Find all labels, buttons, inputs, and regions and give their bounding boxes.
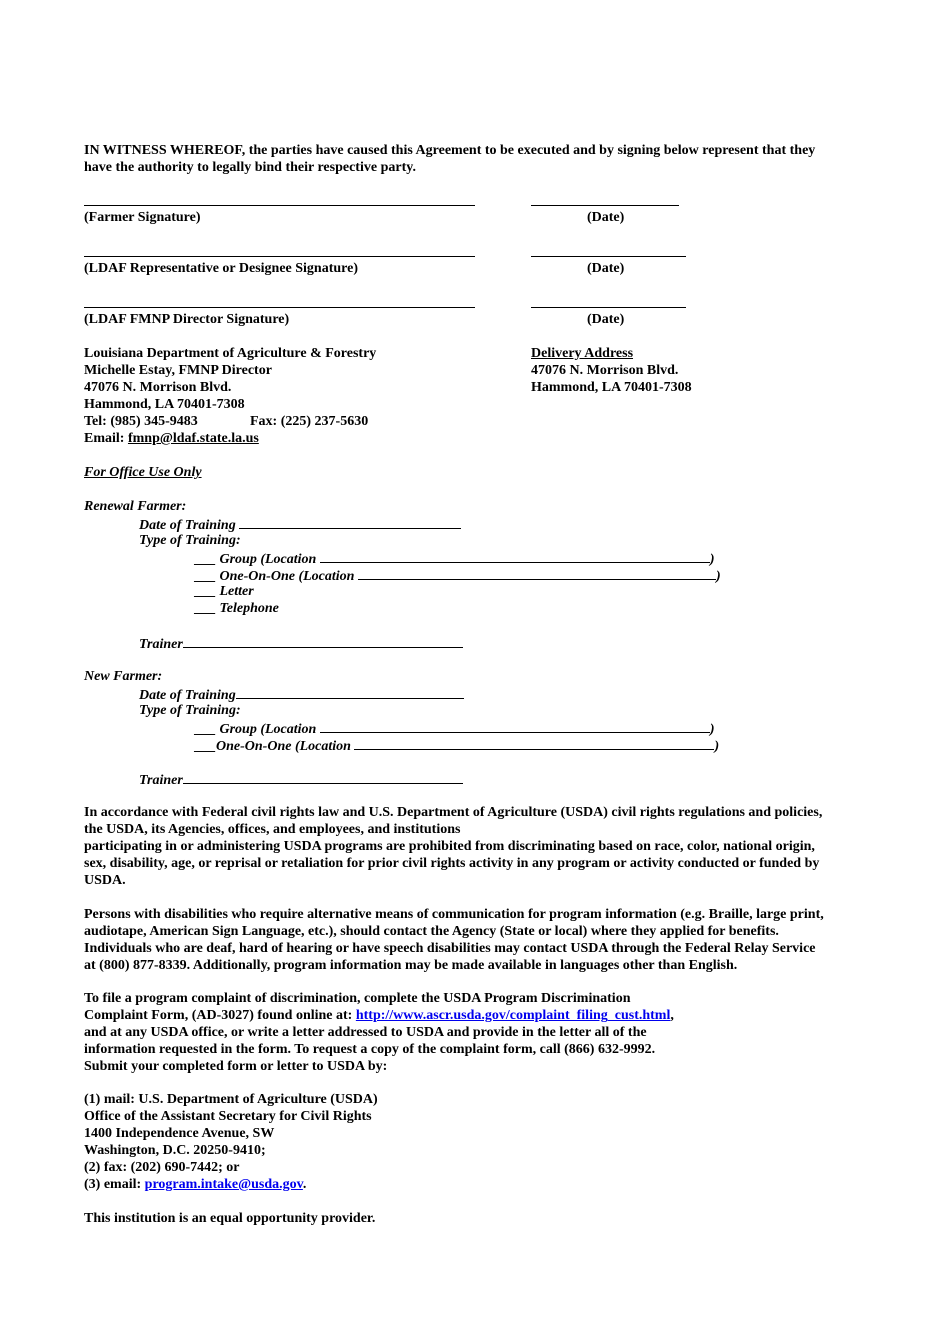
cr-p1-line-1: In accordance with Federal civil rights law and U.S. Department of Agriculture (USDA) civil rights regulations and policies, <box>84 805 823 820</box>
renewal-date-field[interactable] <box>239 515 461 529</box>
civil-rights-paragraph-1 <box>84 804 874 889</box>
witness-statement <box>84 142 874 176</box>
fmnp-director-signature-label: (LDAF FMNP Director Signature) <box>84 312 290 327</box>
contact-org: Louisiana Department of Agriculture & Forestry <box>84 346 377 361</box>
delivery-heading: Delivery Address <box>531 346 634 361</box>
contact-email-row <box>84 430 259 447</box>
cr-p1-line-2: the USDA, its Agencies, offices, and employees, and institutions <box>84 822 461 837</box>
mail-line-6 <box>84 1176 874 1193</box>
renewal-trainer-field[interactable] <box>183 634 463 648</box>
renewal-type-label: Type of Training: <box>139 533 241 548</box>
new-date-field[interactable] <box>236 685 464 699</box>
mail-line-4: Washington, D.C. 20250-9410; <box>84 1143 266 1158</box>
fmnp-director-date-line[interactable] <box>531 307 686 308</box>
ldaf-rep-date-line[interactable] <box>531 256 686 257</box>
civil-rights-paragraph-3 <box>84 990 874 1075</box>
cr-p3-line-5: Submit your completed form or letter to USDA by: <box>84 1059 388 1074</box>
ldaf-rep-date-label: (Date) <box>587 261 625 276</box>
new-trainer-label: Trainer <box>139 773 183 788</box>
renewal-group-location-field[interactable] <box>320 549 710 563</box>
cr-p2-line-4: at (800) 877-8339. Additionally, program information may be made available in languages other than English. <box>84 958 738 973</box>
new-trainer-field[interactable] <box>183 770 463 784</box>
new-group-location-field[interactable] <box>320 719 710 733</box>
delivery-city: Hammond, LA 70401-7308 <box>531 380 692 395</box>
new-group-label[interactable]: ___ Group (Location <box>195 722 320 737</box>
email-post: . <box>302 1177 307 1192</box>
renewal-farmer-title: Renewal Farmer: <box>84 499 187 514</box>
civil-rights-mail-block <box>84 1091 874 1193</box>
cr-p2-line-1: Persons with disabilities who require alternative means of communication for program information (e.g. Braille, large print, <box>84 907 824 922</box>
contact-city: Hammond, LA 70401-7308 <box>84 397 245 412</box>
cr-p3-line-2-pre: Complaint Form, (AD-3027) found online at: <box>84 1008 356 1023</box>
fmnp-director-signature-line[interactable] <box>84 307 475 308</box>
cr-p3-line-3: and at any USDA office, or write a letter addressed to USDA and provide in the letter all of the <box>84 1025 647 1040</box>
new-farmer-title: New Farmer: <box>84 669 163 684</box>
fmnp-director-date-label: (Date) <box>587 312 625 327</box>
mail-line-5: (2) fax: (202) 690-7442; or <box>84 1160 240 1175</box>
new-one-on-one-close: ) <box>714 739 720 754</box>
civil-rights-paragraph-2 <box>84 906 874 974</box>
cr-p3-line-2-post: , <box>670 1008 674 1023</box>
program-intake-email-link[interactable]: program.intake@usda.gov <box>144 1177 303 1192</box>
ldaf-rep-signature-line[interactable] <box>84 256 475 257</box>
complaint-form-link[interactable]: http://www.ascr.usda.gov/complaint_filing_cust.html <box>355 1008 671 1023</box>
new-one-on-one-location-field[interactable] <box>354 736 714 750</box>
contact-street: 47076 N. Morrison Blvd. <box>84 380 232 395</box>
renewal-trainer-label: Trainer <box>139 637 183 652</box>
contact-email-link[interactable]: fmnp@ldaf.state.la.us <box>127 431 259 446</box>
new-group-close: ) <box>709 722 715 737</box>
farmer-date-label: (Date) <box>587 210 625 225</box>
new-trainer-row <box>139 770 463 789</box>
office-use-heading: For Office Use Only <box>84 465 202 480</box>
delivery-street: 47076 N. Morrison Blvd. <box>531 363 679 378</box>
renewal-trainer-row <box>139 634 463 653</box>
cr-p3-line-2 <box>84 1007 874 1024</box>
renewal-one-on-one-location-field[interactable] <box>358 566 716 580</box>
renewal-telephone-option[interactable]: ___ Telephone <box>195 601 279 616</box>
cr-p2-line-2: audiotape, American Sign Language, etc.), should contact the Agency (State or local) where they applied for benefits. <box>84 924 779 939</box>
cr-p2-line-3: Individuals who are deaf, hard of hearing or have speech disabilities may contact USDA through the Federal Relay Service <box>84 941 816 956</box>
contact-tel: Tel: (985) 345-9483 <box>84 414 198 429</box>
contact-fax: Fax: (225) 237-5630 <box>250 414 369 429</box>
farmer-signature-line[interactable] <box>84 205 475 206</box>
farmer-signature-label: (Farmer Signature) <box>84 210 201 225</box>
equal-opportunity-statement: This institution is an equal opportunity provider. <box>84 1211 376 1226</box>
witness-line-1: IN WITNESS WHEREOF, the parties have caused this Agreement to be executed and by signing below represent that they <box>84 143 816 158</box>
mail-line-3: 1400 Independence Avenue, SW <box>84 1126 275 1141</box>
cr-p3-line-4: information requested in the form. To request a copy of the complaint form, call (866) 632-9992. <box>84 1042 656 1057</box>
contact-email-label: Email: <box>84 431 128 446</box>
contact-person: Michelle Estay, FMNP Director <box>84 363 272 378</box>
new-one-on-one-row <box>195 736 719 755</box>
cr-p1-line-5: USDA. <box>84 873 126 888</box>
mail-line-1: (1) mail: U.S. Department of Agriculture (USDA) <box>84 1092 378 1107</box>
cr-p1-line-4: sex, disability, age, or reprisal or retaliation for prior civil rights activity in any program or activity conducted or funded by <box>84 856 820 871</box>
mail-line-2: Office of the Assistant Secretary for Civil Rights <box>84 1109 372 1124</box>
email-pre: (3) email: <box>84 1177 145 1192</box>
farmer-date-line[interactable] <box>531 205 679 206</box>
renewal-one-on-one-label[interactable]: ___ One-On-One (Location <box>195 569 358 584</box>
new-date-label: Date of Training <box>139 688 236 703</box>
renewal-one-on-one-row <box>195 566 721 585</box>
cr-p3-line-1: To file a program complaint of discrimination, complete the USDA Program Discrimination <box>84 991 631 1006</box>
renewal-group-label[interactable]: ___ Group (Location <box>195 552 320 567</box>
renewal-letter-option[interactable]: ___ Letter <box>195 584 254 599</box>
ldaf-rep-signature-label: (LDAF Representative or Designee Signature) <box>84 261 358 276</box>
renewal-one-on-one-close: ) <box>715 569 721 584</box>
cr-p1-line-3: participating in or administering USDA programs are prohibited from discriminating based on race, color, national origin, <box>84 839 815 854</box>
new-type-label: Type of Training: <box>139 703 241 718</box>
renewal-group-close: ) <box>709 552 715 567</box>
renewal-date-label: Date of Training <box>139 518 240 533</box>
witness-line-2: have the authority to legally bind their respective party. <box>84 160 416 175</box>
new-one-on-one-label[interactable]: ___One-On-One (Location <box>195 739 355 754</box>
